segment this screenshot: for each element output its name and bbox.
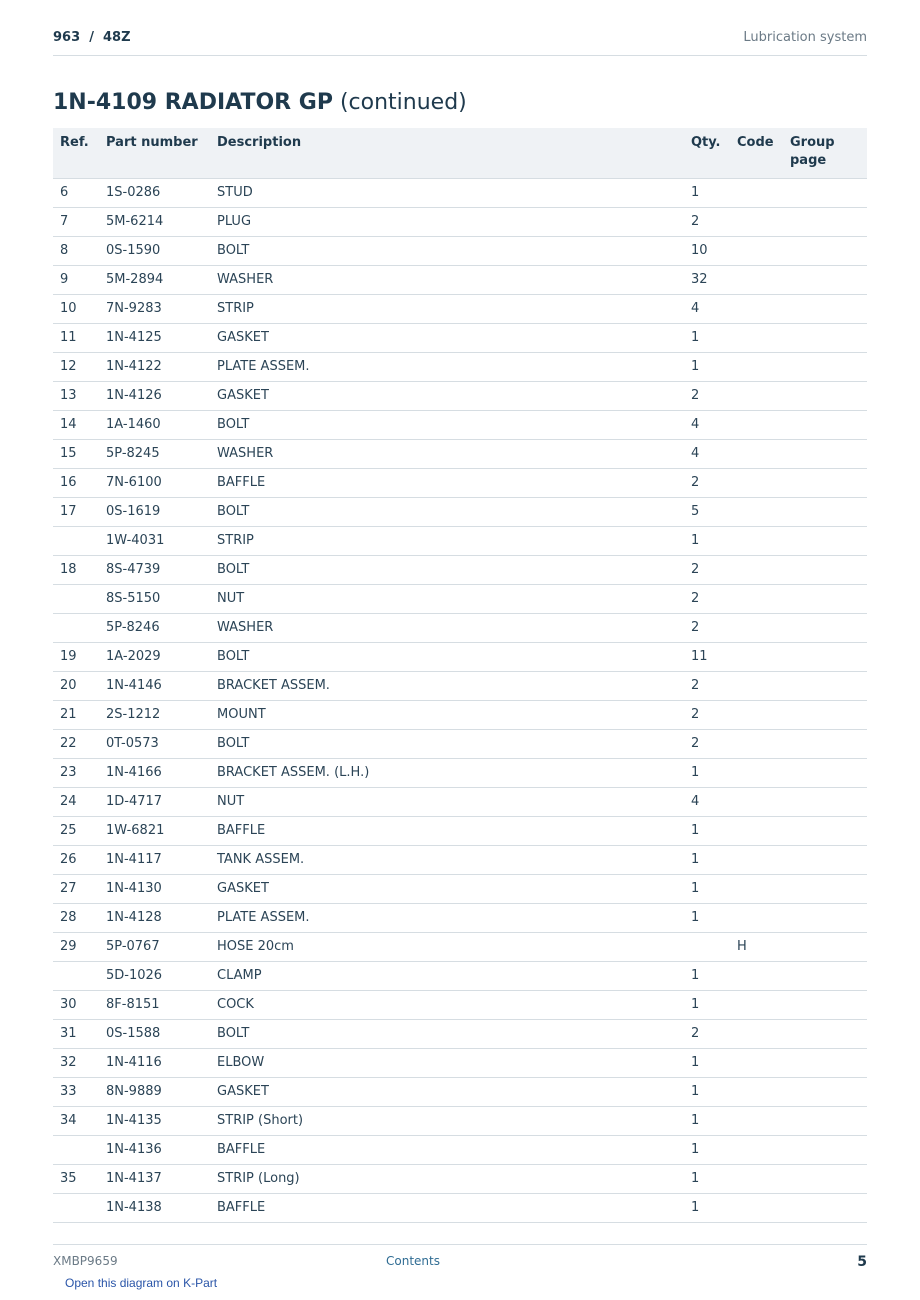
table-row: [53, 208, 867, 237]
cell-ref: 18: [53, 556, 106, 585]
table-row: [53, 875, 867, 904]
cell-qty: 1: [691, 1194, 737, 1223]
cell-description: GASKET: [217, 324, 691, 353]
cell-code: [737, 643, 790, 672]
cell-qty: 1: [691, 962, 737, 991]
cell-description: BAFFLE: [217, 1194, 691, 1223]
cell-group-page: [790, 1165, 867, 1194]
table-row: [53, 440, 867, 469]
cell-part-number: 1N-4126: [106, 382, 217, 411]
parts-table-header: [53, 128, 867, 179]
cell-group-page: [790, 1194, 867, 1223]
cell-code: [737, 1020, 790, 1049]
cell-part-number: 1A-1460: [106, 411, 217, 440]
cell-code: [737, 353, 790, 382]
cell-part-number: 0S-1590: [106, 237, 217, 266]
cell-ref: 12: [53, 353, 106, 382]
cell-group-page: [790, 469, 867, 498]
cell-description: ELBOW: [217, 1049, 691, 1078]
table-row: [53, 1049, 867, 1078]
document-id: XMBP9659: [53, 1254, 118, 1268]
cell-group-page: [790, 527, 867, 556]
cell-code: [737, 730, 790, 759]
table-row: [53, 759, 867, 788]
cell-ref: 11: [53, 324, 106, 353]
cell-qty: 2: [691, 556, 737, 585]
cell-description: BRACKET ASSEM. (L.H.): [217, 759, 691, 788]
table-row: [53, 353, 867, 382]
table-row: [53, 933, 867, 962]
table-row: [53, 1107, 867, 1136]
cell-part-number: 1N-4117: [106, 846, 217, 875]
cell-part-number: 2S-1212: [106, 701, 217, 730]
table-row: [53, 643, 867, 672]
header-row: [53, 128, 867, 179]
cell-part-number: 5P-8246: [106, 614, 217, 643]
cell-code: [737, 208, 790, 237]
cell-qty: 2: [691, 730, 737, 759]
cell-part-number: 1N-4130: [106, 875, 217, 904]
page-title: [53, 90, 467, 115]
cell-qty: 1: [691, 1049, 737, 1078]
cell-description: GASKET: [217, 382, 691, 411]
cell-qty: 1: [691, 1165, 737, 1194]
header-part-number: Part number: [106, 128, 217, 179]
cell-part-number: 5M-2894: [106, 266, 217, 295]
cell-group-page: [790, 730, 867, 759]
cell-description: CLAMP: [217, 962, 691, 991]
cell-part-number: 1N-4125: [106, 324, 217, 353]
cell-description: MOUNT: [217, 701, 691, 730]
header-group-page-label: Group page: [790, 135, 835, 168]
cell-qty: 2: [691, 382, 737, 411]
cell-qty: 4: [691, 440, 737, 469]
cell-code: [737, 672, 790, 701]
cell-group-page: [790, 266, 867, 295]
cell-qty: 1: [691, 324, 737, 353]
cell-code: H: [737, 933, 790, 962]
cell-description: STRIP (Short): [217, 1107, 691, 1136]
cell-qty: 11: [691, 643, 737, 672]
cell-part-number: 1N-4135: [106, 1107, 217, 1136]
cell-group-page: [790, 614, 867, 643]
cell-qty: 1: [691, 1078, 737, 1107]
cell-code: [737, 382, 790, 411]
cell-group-page: [790, 237, 867, 266]
cell-ref: 16: [53, 469, 106, 498]
cell-ref: 20: [53, 672, 106, 701]
cell-group-page: [790, 498, 867, 527]
cell-ref: [53, 962, 106, 991]
cell-qty: 1: [691, 875, 737, 904]
cell-description: STUD: [217, 179, 691, 208]
cell-ref: 28: [53, 904, 106, 933]
cell-code: [737, 1078, 790, 1107]
cell-description: PLATE ASSEM.: [217, 353, 691, 382]
cell-part-number: 8S-4739: [106, 556, 217, 585]
cell-group-page: [790, 353, 867, 382]
cell-code: [737, 295, 790, 324]
cell-part-number: 0S-1619: [106, 498, 217, 527]
cell-ref: 34: [53, 1107, 106, 1136]
cell-ref: [53, 585, 106, 614]
cell-group-page: [790, 1020, 867, 1049]
table-row: [53, 904, 867, 933]
table-row: [53, 730, 867, 759]
page-header: [53, 28, 867, 56]
cell-group-page: [790, 411, 867, 440]
cell-ref: 29: [53, 933, 106, 962]
cell-qty: 2: [691, 672, 737, 701]
cell-part-number: 5P-0767: [106, 933, 217, 962]
cell-group-page: [790, 585, 867, 614]
cell-code: [737, 469, 790, 498]
cell-ref: 33: [53, 1078, 106, 1107]
cell-code: [737, 701, 790, 730]
cell-part-number: 1N-4128: [106, 904, 217, 933]
cell-ref: 31: [53, 1020, 106, 1049]
title-suffix: (continued): [339, 90, 467, 115]
cell-description: BAFFLE: [217, 1136, 691, 1165]
cell-description: WASHER: [217, 266, 691, 295]
cell-code: [737, 962, 790, 991]
cell-ref: 27: [53, 875, 106, 904]
table-row: [53, 817, 867, 846]
cell-ref: 8: [53, 237, 106, 266]
cell-group-page: [790, 643, 867, 672]
cell-part-number: 1N-4116: [106, 1049, 217, 1078]
cell-part-number: 1N-4137: [106, 1165, 217, 1194]
cell-part-number: 8F-8151: [106, 991, 217, 1020]
table-row: [53, 585, 867, 614]
cell-code: [737, 440, 790, 469]
cell-description: BOLT: [217, 237, 691, 266]
cell-part-number: 8S-5150: [106, 585, 217, 614]
cell-group-page: [790, 991, 867, 1020]
cell-ref: 30: [53, 991, 106, 1020]
table-row: [53, 498, 867, 527]
cell-description: PLATE ASSEM.: [217, 904, 691, 933]
cell-code: [737, 991, 790, 1020]
cell-group-page: [790, 556, 867, 585]
cell-qty: 4: [691, 411, 737, 440]
cell-ref: 7: [53, 208, 106, 237]
cell-code: [737, 1049, 790, 1078]
table-row: [53, 614, 867, 643]
cell-qty: 1: [691, 179, 737, 208]
cell-code: [737, 759, 790, 788]
cell-ref: 9: [53, 266, 106, 295]
cell-qty: 2: [691, 1020, 737, 1049]
cell-part-number: 1N-4146: [106, 672, 217, 701]
cell-qty: 1: [691, 904, 737, 933]
table-row: [53, 962, 867, 991]
cell-part-number: 1N-4136: [106, 1136, 217, 1165]
cell-ref: 15: [53, 440, 106, 469]
cell-group-page: [790, 962, 867, 991]
cell-qty: 1: [691, 1107, 737, 1136]
cell-ref: 10: [53, 295, 106, 324]
table-row: [53, 295, 867, 324]
cell-description: BAFFLE: [217, 817, 691, 846]
table-row: [53, 382, 867, 411]
cell-code: [737, 614, 790, 643]
cell-description: BOLT: [217, 643, 691, 672]
cell-description: BAFFLE: [217, 469, 691, 498]
cell-description: BOLT: [217, 730, 691, 759]
cell-part-number: 1D-4717: [106, 788, 217, 817]
cell-code: [737, 585, 790, 614]
cell-ref: [53, 614, 106, 643]
cell-description: STRIP (Long): [217, 1165, 691, 1194]
cell-ref: 21: [53, 701, 106, 730]
cell-group-page: [790, 324, 867, 353]
cell-qty: 1: [691, 991, 737, 1020]
cell-group-page: [790, 788, 867, 817]
cell-ref: 26: [53, 846, 106, 875]
cell-ref: [53, 527, 106, 556]
cell-ref: 25: [53, 817, 106, 846]
cell-code: [737, 237, 790, 266]
cell-ref: 13: [53, 382, 106, 411]
table-row: [53, 672, 867, 701]
cell-qty: 2: [691, 614, 737, 643]
cell-code: [737, 817, 790, 846]
cell-part-number: 5D-1026: [106, 962, 217, 991]
cell-qty: 1: [691, 353, 737, 382]
page-footer: [53, 1244, 867, 1275]
cell-qty: 2: [691, 585, 737, 614]
cell-code: [737, 846, 790, 875]
assembly-title: 1N-4109 RADIATOR GP: [53, 90, 333, 115]
cell-qty: 2: [691, 469, 737, 498]
cell-description: NUT: [217, 788, 691, 817]
cell-code: [737, 788, 790, 817]
cell-group-page: [790, 440, 867, 469]
cell-part-number: 1S-0286: [106, 179, 217, 208]
cell-ref: 24: [53, 788, 106, 817]
cell-part-number: 1A-2029: [106, 643, 217, 672]
cell-group-page: [790, 208, 867, 237]
cell-group-page: [790, 1136, 867, 1165]
table-row: [53, 179, 867, 208]
cell-group-page: [790, 933, 867, 962]
cell-description: BRACKET ASSEM.: [217, 672, 691, 701]
cell-part-number: 0S-1588: [106, 1020, 217, 1049]
table-row: [53, 1020, 867, 1049]
cell-part-number: 5M-6214: [106, 208, 217, 237]
cell-qty: 5: [691, 498, 737, 527]
header-qty-label: Qty.: [691, 135, 721, 150]
cell-description: BOLT: [217, 556, 691, 585]
cell-qty: 10: [691, 237, 737, 266]
header-ref: Ref.: [53, 128, 106, 179]
table-row: [53, 1078, 867, 1107]
cell-ref: 6: [53, 179, 106, 208]
cell-ref: [53, 1194, 106, 1223]
cell-qty: 1: [691, 1136, 737, 1165]
cell-description: HOSE 20cm: [217, 933, 691, 962]
cell-group-page: [790, 1078, 867, 1107]
cell-description: COCK: [217, 991, 691, 1020]
cell-group-page: [790, 904, 867, 933]
cell-part-number: 8N-9889: [106, 1078, 217, 1107]
cell-description: WASHER: [217, 614, 691, 643]
cell-ref: 35: [53, 1165, 106, 1194]
cell-part-number: 1W-4031: [106, 527, 217, 556]
cell-group-page: [790, 759, 867, 788]
cell-part-number: 0T-0573: [106, 730, 217, 759]
cell-part-number: 7N-6100: [106, 469, 217, 498]
cell-description: STRIP: [217, 527, 691, 556]
cell-group-page: [790, 701, 867, 730]
cell-description: NUT: [217, 585, 691, 614]
table-row: [53, 527, 867, 556]
cell-ref: 19: [53, 643, 106, 672]
page-number: 5: [857, 1254, 867, 1270]
table-row: [53, 991, 867, 1020]
cell-group-page: [790, 295, 867, 324]
cell-description: PLUG: [217, 208, 691, 237]
cell-description: BOLT: [217, 1020, 691, 1049]
cell-description: WASHER: [217, 440, 691, 469]
table-row: [53, 237, 867, 266]
cell-part-number: 5P-8245: [106, 440, 217, 469]
cell-qty: 1: [691, 759, 737, 788]
cell-part-number: 1W-6821: [106, 817, 217, 846]
cell-qty: 1: [691, 846, 737, 875]
contents-link[interactable]: Contents: [386, 1254, 440, 1268]
cell-ref: 22: [53, 730, 106, 759]
cell-description: TANK ASSEM.: [217, 846, 691, 875]
table-row: [53, 1136, 867, 1165]
cell-ref: 23: [53, 759, 106, 788]
table-row: [53, 324, 867, 353]
cell-code: [737, 1136, 790, 1165]
cell-qty: 32: [691, 266, 737, 295]
cell-code: [737, 1107, 790, 1136]
section-name: Lubrication system: [743, 30, 867, 45]
cell-group-page: [790, 672, 867, 701]
cell-ref: [53, 1136, 106, 1165]
cell-description: GASKET: [217, 875, 691, 904]
cell-qty: [691, 933, 737, 962]
cell-part-number: 1N-4138: [106, 1194, 217, 1223]
cell-qty: 4: [691, 788, 737, 817]
table-row: [53, 1194, 867, 1223]
cell-qty: 2: [691, 701, 737, 730]
cell-group-page: [790, 1049, 867, 1078]
cell-code: [737, 324, 790, 353]
table-row: [53, 469, 867, 498]
machine-model: 963 / 48Z: [53, 30, 131, 45]
table-row: [53, 788, 867, 817]
cell-group-page: [790, 846, 867, 875]
cell-ref: 32: [53, 1049, 106, 1078]
header-group-page: [790, 128, 867, 179]
cell-description: BOLT: [217, 411, 691, 440]
cell-group-page: [790, 817, 867, 846]
table-row: [53, 411, 867, 440]
table-row: [53, 1165, 867, 1194]
parts-table: [53, 128, 867, 1223]
table-row: [53, 846, 867, 875]
cell-code: [737, 266, 790, 295]
kpart-diagram-link[interactable]: Open this diagram on K-Part: [65, 1276, 218, 1290]
cell-code: [737, 498, 790, 527]
cell-description: STRIP: [217, 295, 691, 324]
table-row: [53, 701, 867, 730]
parts-table-body: [53, 179, 867, 1223]
header-code: Code: [737, 128, 790, 179]
cell-code: [737, 1165, 790, 1194]
cell-ref: 17: [53, 498, 106, 527]
cell-description: BOLT: [217, 498, 691, 527]
cell-group-page: [790, 382, 867, 411]
cell-code: [737, 179, 790, 208]
cell-code: [737, 875, 790, 904]
cell-qty: 4: [691, 295, 737, 324]
cell-qty: 1: [691, 817, 737, 846]
cell-qty: 2: [691, 208, 737, 237]
cell-part-number: 1N-4166: [106, 759, 217, 788]
cell-group-page: [790, 179, 867, 208]
header-description: Description: [217, 128, 691, 179]
cell-group-page: [790, 875, 867, 904]
cell-code: [737, 1194, 790, 1223]
cell-code: [737, 527, 790, 556]
cell-description: GASKET: [217, 1078, 691, 1107]
cell-code: [737, 411, 790, 440]
table-row: [53, 556, 867, 585]
table-row: [53, 266, 867, 295]
cell-qty: 1: [691, 527, 737, 556]
cell-code: [737, 556, 790, 585]
cell-part-number: 1N-4122: [106, 353, 217, 382]
cell-ref: 14: [53, 411, 106, 440]
header-qty: [691, 128, 737, 179]
cell-code: [737, 904, 790, 933]
cell-group-page: [790, 1107, 867, 1136]
cell-part-number: 7N-9283: [106, 295, 217, 324]
